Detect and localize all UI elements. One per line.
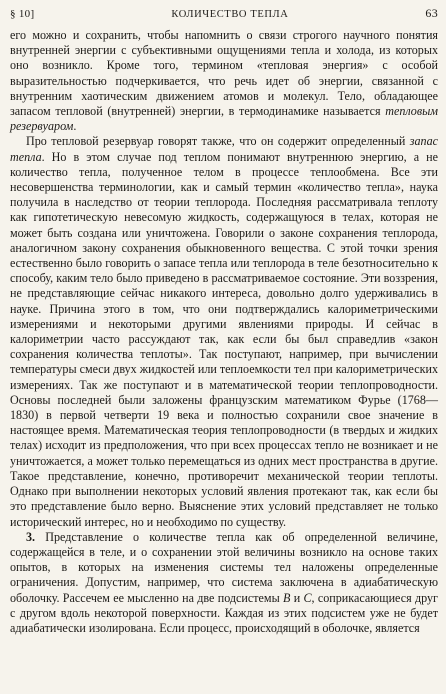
section-mark: § 10] bbox=[10, 8, 35, 20]
paragraph-number: 3. bbox=[26, 529, 36, 544]
italic-term: запас тепла bbox=[10, 134, 438, 164]
page-number: 63 bbox=[425, 6, 438, 20]
paragraph-3 bbox=[10, 530, 438, 636]
text-run: Представление о количестве тепла как об определенной величине, содержащейся в теле, и о сохранении этой величины возникло на основе таких опытов, в которых на изменения системы тел наложены определенные ограничения. Допустим, например, что система заключена в адиабатическую оболочку. Рассечем ее мысленно на две подсистемы bbox=[10, 529, 438, 605]
text-run: Про тепловой резервуар говорят также, что он содержит определенный bbox=[26, 134, 410, 149]
italic-term: B bbox=[283, 590, 291, 605]
text-run: , соприкасающиеся друг с другом вдоль некоторой поверхности. Каждая из этих подсистем уже не будет адиабатически изолирована. Если процесс, происходящий в оболочке, является bbox=[10, 590, 438, 635]
paragraph-1 bbox=[10, 28, 438, 134]
text-run: . Но в этом случае под теплом понимают внутреннюю энергию, а не количество тепла, полученное телом в процессе теплообмена. Все эти несовершенства терминологии, как и самый термин «количество тепла», наука получила в наследство от теории теплорода. Последняя рассматривала теплоту как гипотетическую невесомую жидкость, содержащуюся в телах, которая не может быть создана или уничтожена. Говорили о законе сохранения теплорода, аналогичном закону сохранения обыкновенного вещества. С этой точки зрения естественно было говорить о запасе тепла или теплорода в теле безотносительно к способу, каким тело было приведено в рассматриваемое состояние. Эти воззрения, не представляющие сейчас никакого интереса, довольно долго удерживались в науке. Причина этого в том, что они подтверждались калориметрическими измерениями и некоторыми другими явлениями природы. И сейчас в калориметрии часто рассуждают так, как если бы был справедлив «закон сохранения количества теплоты». Так поступают, например, при вычислении температуры смеси двух жидкостей или теплоемкости тел при калориметрических измерениях. Так же поступают и в математической теории теплопроводности. Основы последней были заложены французским математиком Фурье (1768—1830) в первой четверти 19 века и полностью сохранили свое значение в настоящее время. Математическая теория теплопроводности (в твердых и жидких телах) исходит из предположения, что при всех процессах тепло не возникает и не уничтожается, а может только перемещаться из одних мест пространства в другие. Такое представление, конечно, противоречит механической теории теплоты. Однако при выполнении некоторых условий явления протекают так, как если бы это представление было верно. Выяснение этих условий представляет не только исторический интерес, но и необходимо по существу. bbox=[10, 149, 438, 529]
text-run: его можно и сохранить, чтобы напомнить о связи строгого научного понятия внутренней энергии с субъективными ощущениями тепла и холода, из которых оно возникло. Кроме того, термином «тепловая энергия» с особой выразительностью подчеркивается, что речь идет об энергии, связанной с внутренним хаотическим движением атомов и молекул. Тело, обладающее запасом тепловой (внутренней) энергии, в термодинамике называется bbox=[10, 28, 438, 119]
paragraph-2 bbox=[10, 134, 438, 529]
running-title: КОЛИЧЕСТВО ТЕПЛА bbox=[171, 9, 289, 20]
italic-term: тепловым резервуаром bbox=[10, 104, 438, 134]
body-text bbox=[10, 28, 438, 636]
text-run: . bbox=[73, 119, 77, 134]
italic-term: C bbox=[303, 590, 312, 605]
text-run: и bbox=[290, 590, 304, 605]
running-header bbox=[10, 6, 438, 28]
